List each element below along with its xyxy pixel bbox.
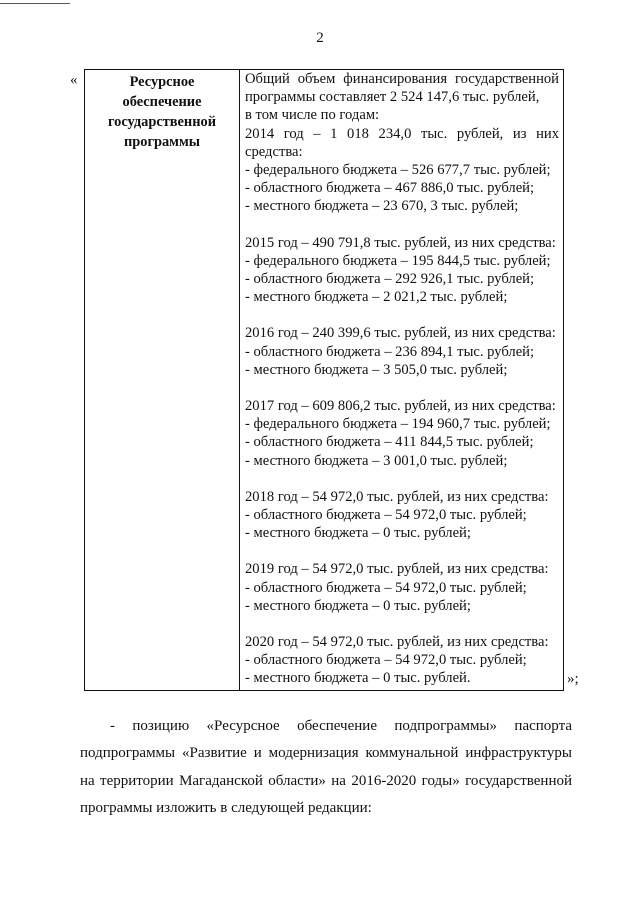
funding-line: - областного бюджета – 54 972,0 тыс. рублей; [245, 652, 527, 669]
funding-line: в том числе по годам: [245, 107, 380, 124]
funding-line: - областного бюджета – 236 894,1 тыс. рублей; [245, 343, 535, 360]
funding-line: 2020 год – 54 972,0 тыс. рублей, из них средства: [245, 634, 549, 651]
funding-line: - областного бюджета – 54 972,0 тыс. рублей; [245, 579, 527, 596]
line-gap [245, 470, 563, 488]
passport-table [84, 69, 564, 691]
paragraph-line: на территории Магаданской области» на 2016-2020 годы» государственной [80, 772, 572, 789]
paragraph-line: программы изложить в следующей редакции: [80, 800, 372, 816]
left-cell-line: обеспечение [122, 94, 202, 110]
funding-line: - областного бюджета – 54 972,0 тыс. рублей; [245, 507, 527, 524]
funding-line: 2019 год – 54 972,0 тыс. рублей, из них средства: [245, 561, 549, 578]
funding-line: - федерального бюджета – 195 844,5 тыс. рублей; [245, 252, 551, 269]
funding-line: программы составляет 2 524 147,6 тыс. рублей, [245, 89, 540, 106]
table-right-cell [240, 70, 563, 690]
line-gap [245, 542, 563, 560]
funding-line: - федерального бюджета – 194 960,7 тыс. рублей; [245, 416, 551, 433]
funding-line: - местного бюджета – 3 505,0 тыс. рублей; [245, 361, 508, 378]
funding-line: средства: [245, 143, 303, 160]
funding-line: 2014 год – 1 018 234,0 тыс. рублей, из них [245, 125, 559, 142]
funding-line: - местного бюджета – 2 021,2 тыс. рублей; [245, 289, 508, 306]
paragraph-line: - позицию «Ресурсное обеспечение подпрограммы» паспорта [110, 718, 572, 734]
page-number: 2 [316, 30, 324, 46]
funding-line: - местного бюджета – 0 тыс. рублей; [245, 525, 471, 542]
funding-line: - местного бюджета – 3 001,0 тыс. рублей; [245, 452, 508, 469]
funding-line: 2015 год – 490 791,8 тыс. рублей, из них средства: [245, 234, 556, 251]
left-cell-line: государственной [107, 114, 217, 130]
funding-line: 2017 год – 609 806,2 тыс. рублей, из них средства: [245, 398, 556, 415]
opening-quote: « [70, 72, 78, 88]
line-gap [245, 379, 563, 397]
line-gap [245, 306, 563, 324]
left-cell-line: Ресурсное [129, 74, 195, 90]
top-left-rule [0, 3, 70, 4]
funding-line: - областного бюджета – 292 926,1 тыс. рублей; [245, 271, 535, 288]
line-gap [245, 615, 563, 633]
left-cell-line: программы [123, 134, 201, 150]
funding-line: - федерального бюджета – 526 677,7 тыс. рублей; [245, 162, 551, 179]
paragraph-first-line [110, 713, 572, 741]
funding-line: Общий объем финансирования государственной [245, 71, 559, 87]
table-left-cell [85, 70, 240, 690]
paragraph-body [80, 740, 572, 823]
funding-line: - областного бюджета – 411 844,5 тыс. рублей; [245, 434, 534, 451]
line-gap [245, 216, 563, 234]
funding-line: - местного бюджета – 23 670, 3 тыс. рублей; [245, 198, 519, 215]
closing-quote: »; [567, 671, 579, 687]
funding-line: - местного бюджета – 0 тыс. рублей; [245, 597, 471, 614]
paragraph-line: подпрограммы «Развитие и модернизация коммунальной инфраструктуры [80, 745, 572, 761]
funding-line: 2018 год – 54 972,0 тыс. рублей, из них средства: [245, 488, 549, 505]
funding-line: 2016 год – 240 399,6 тыс. рублей, из них средства: [245, 325, 556, 342]
funding-line: - местного бюджета – 0 тыс. рублей. [245, 670, 471, 687]
funding-line: - областного бюджета – 467 886,0 тыс. рублей; [245, 180, 535, 197]
